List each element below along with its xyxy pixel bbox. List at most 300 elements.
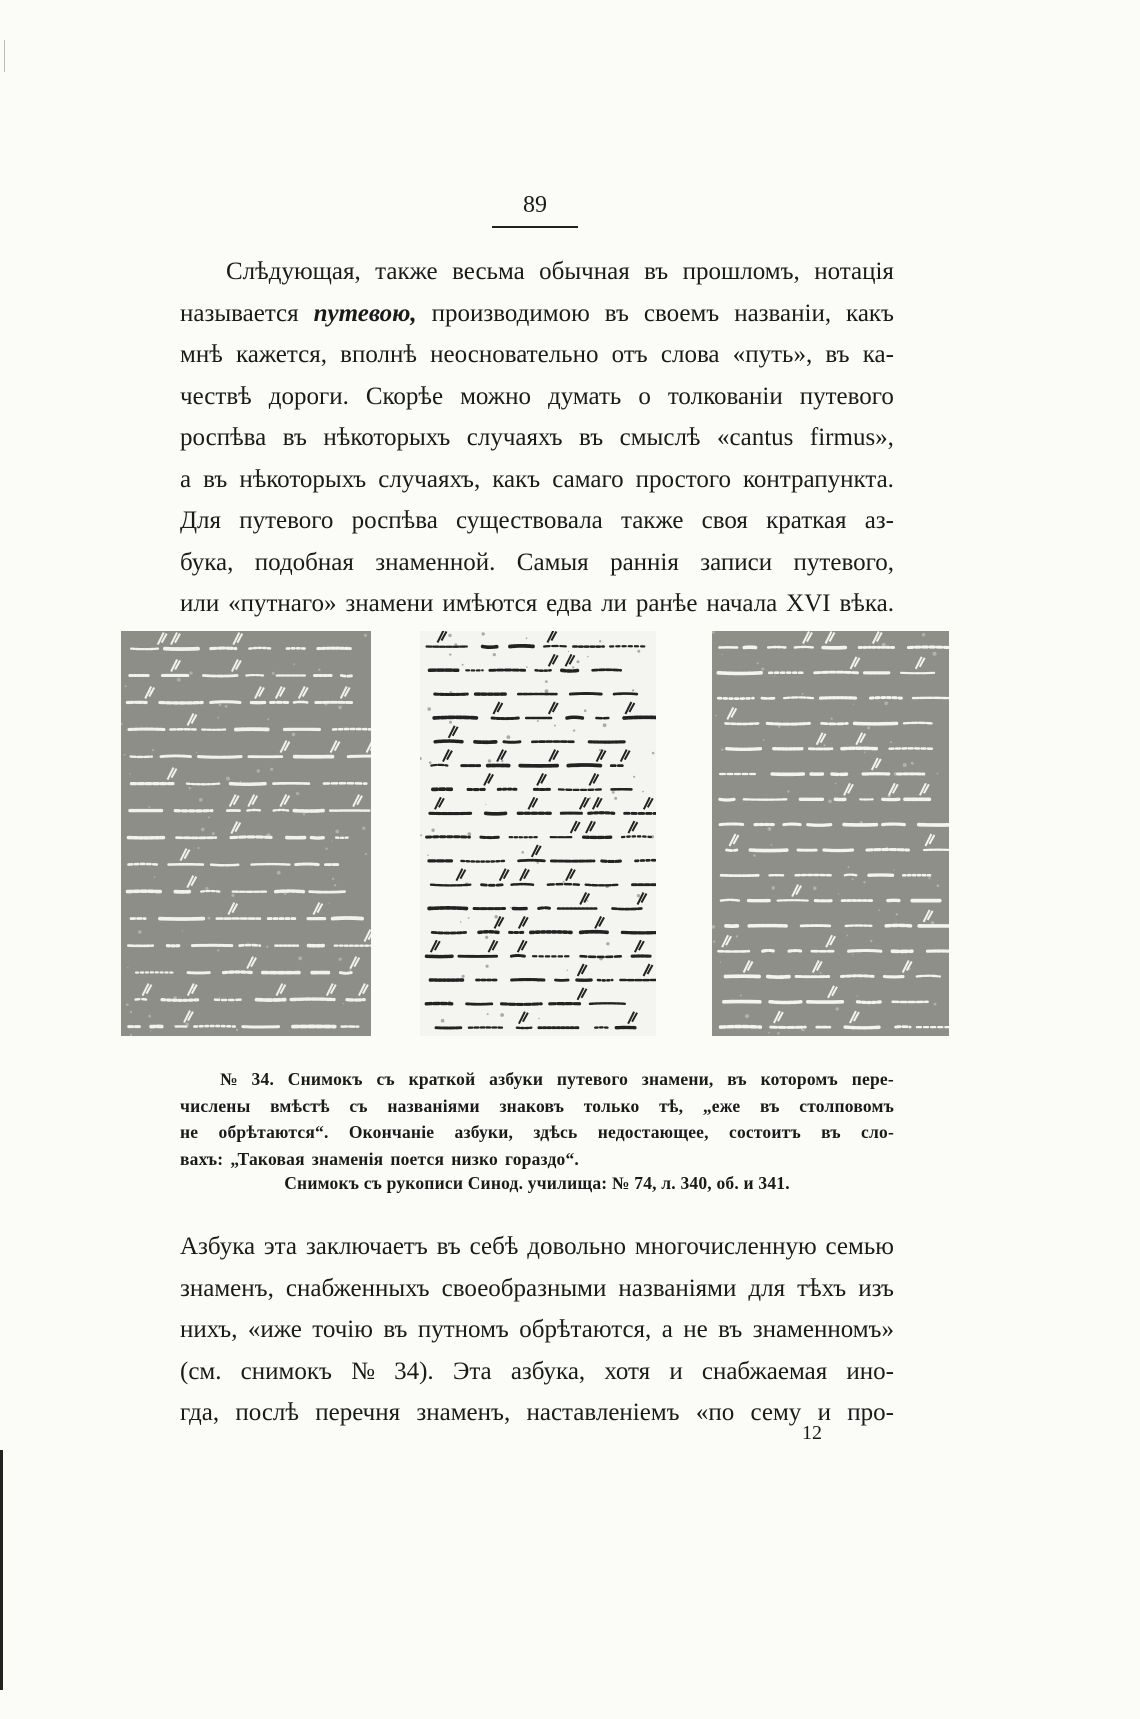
paper-speck [487,1013,489,1015]
paper-speck [768,1032,770,1034]
paper-speck [896,913,898,915]
word: своеобразными [441,1274,607,1302]
neume-sign [248,795,257,807]
neume-sign [566,869,575,881]
paper-speck [893,869,894,870]
neume-sign [435,797,444,809]
handwritten-word [511,956,524,957]
page-number-rule [492,226,578,228]
word: снабженныхъ [285,1274,430,1302]
paragraph1-line [180,251,894,293]
word: чествѣ [180,382,252,410]
neume-sign [449,726,458,738]
paper-speck [903,763,907,767]
word: въ [436,1233,461,1260]
handwritten-word [548,884,579,885]
word: роспѣва [351,507,438,534]
paper-speck [189,787,191,789]
paper-speck [637,894,640,897]
paper-speck [365,853,367,855]
handwritten-word [727,850,737,851]
paper-speck [468,917,470,919]
paper-speck [420,757,422,760]
neume-sign [593,797,602,809]
paper-speck [554,725,556,727]
neume-sign [727,707,736,719]
neume-sign [644,964,653,976]
word: и [817,1399,831,1426]
handwritten-word [492,718,519,719]
neume-sign [621,750,630,762]
paper-speck [277,871,281,875]
paper-speck [455,643,458,646]
paper-speck [427,855,429,857]
handwritten-word [602,861,622,862]
paper-speck [599,640,601,642]
paper-speck [612,791,615,794]
paper-speck [745,1014,749,1018]
scan-edge-shadow [0,1450,3,1690]
paper-speck [637,650,640,653]
handwritten-word [849,951,881,952]
handwritten-word [883,824,905,825]
handwritten-word [131,649,158,650]
handwritten-word [845,875,857,876]
word: № [220,1069,238,1089]
neume-sign [924,910,933,922]
paper-speck [721,748,723,750]
handwritten-word [784,697,813,698]
word: тѣ, [659,1095,684,1116]
handwritten-word [570,694,601,695]
paper-speck [494,915,498,919]
neume-sign [497,750,506,762]
word: числены [180,1095,251,1116]
paper-speck [208,816,210,818]
paper-speck [937,884,940,887]
handwritten-word [815,672,858,673]
word: слова [660,341,720,368]
handwritten-word [431,885,470,886]
word: здѣсь [533,1122,578,1142]
paper-speck [293,663,295,665]
handwritten-word [917,976,940,977]
word: состоитъ [728,1122,801,1142]
handwritten-word [194,1026,234,1027]
word: краткой [408,1069,476,1089]
handwritten-word [726,723,759,724]
neume-sign [364,930,371,942]
word: обычная [539,258,630,285]
word: названіями [387,1095,480,1116]
handwritten-word [768,977,790,978]
handwritten-word [435,741,463,742]
word: вмѣстѣ [270,1095,330,1116]
paper-speck [835,783,837,785]
neume-sign [327,984,336,996]
paper-speck [296,792,299,795]
handwritten-word [333,729,371,730]
word: знаменія [311,1148,384,1169]
word: своемъ [643,299,720,327]
word: вполнѣ [340,341,417,368]
paper-speck [441,1019,445,1023]
paper-speck [208,917,211,920]
handwritten-word [562,670,579,671]
neume-sign [367,741,372,753]
paper-speck [652,752,655,755]
paper-speck [500,1013,504,1017]
handwritten-word [240,945,260,946]
handwritten-word [568,765,600,766]
word: едва [546,590,593,617]
paper-speck [870,940,872,942]
word: наставленіемъ [526,1399,680,1426]
paper-speck [567,970,568,971]
word: самаго [552,465,624,493]
paper-speck [219,704,222,707]
word: снимокъ [240,1357,332,1385]
handwritten-word [871,698,902,699]
neume-sign [341,687,350,699]
word: названіями [618,1274,737,1302]
handwritten-word [231,837,274,838]
paper-speck [427,707,431,711]
handwritten-word [822,723,848,724]
paper-speck [231,894,234,897]
word: вахъ: [180,1148,224,1169]
paper-speck [922,633,925,636]
handwritten-word [721,900,739,901]
paper-speck [537,720,539,722]
word: точію [312,1316,373,1343]
handwritten-word [858,1002,882,1003]
word: «путнаго» [228,590,337,617]
neume-sign [580,797,589,809]
word: изъ [858,1274,894,1302]
paper-speck [486,965,489,968]
word: обрѣтаются, [519,1316,652,1343]
neume-sign [580,893,589,905]
word: обрѣтаются“. [218,1122,329,1142]
paper-speck [126,1003,129,1006]
paragraph-2 [180,1226,894,1434]
neume-sign [276,984,285,996]
neume-sign [276,687,285,699]
neume-sign [456,869,465,881]
word: довольно [527,1233,627,1260]
handwritten-word [720,799,734,800]
paper-speck [928,877,930,879]
word: прошломъ, [682,258,800,285]
word: о [638,382,651,410]
handwritten-word [845,1027,881,1028]
paper-speck [761,668,764,671]
handwritten-word [296,864,319,865]
paper-speck [521,851,524,854]
paper-speck [864,751,866,753]
neume-sign [520,869,529,881]
word: имѣются [442,590,538,617]
word: толкованіи [667,382,783,410]
neume-sign [578,988,587,1000]
neume-sign [532,845,541,857]
paper-speck [633,776,635,778]
word: называется [180,299,299,327]
word: послѣ [235,1399,299,1426]
word: сло- [861,1122,894,1142]
handwritten-word [559,789,602,790]
paper-speck [485,936,488,939]
word: эта [263,1233,297,1260]
word: семью [825,1233,894,1260]
word: неосновательно [430,341,599,368]
neume-sign [493,702,502,714]
word: въ [644,258,669,285]
handwritten-word [224,972,253,973]
paper-speck [584,709,587,712]
paper-speck [270,768,273,771]
paper-speck [526,666,528,668]
word: себѣ [469,1233,519,1260]
word: „Таковая [230,1148,305,1169]
paper-speck [878,909,880,911]
word: которомъ [760,1069,838,1089]
paper-speck [587,656,589,658]
word: кажется, [235,341,327,368]
paper-speck [325,848,327,850]
paper-speck [199,798,203,802]
paper-speck [852,954,853,955]
handwritten-word [718,673,761,674]
paper-speck [331,840,332,841]
word: какъ [846,299,894,327]
neume-sign [350,957,359,969]
paper-speck [831,718,833,720]
neume-sign [231,822,240,834]
handwritten-word [581,932,609,933]
paper-speck [545,680,548,683]
paper-speck [303,813,305,815]
word: случаяхъ, [378,465,481,493]
paper-speck [219,997,221,999]
word: съ [376,1069,395,1089]
word: гораздо“. [505,1148,579,1169]
neume-sign [903,961,912,973]
paper-speck [712,631,715,634]
paragraph1-line [180,500,894,542]
handwritten-word [249,648,271,649]
paper-speck [740,995,742,997]
paper-speck [124,754,126,756]
handwritten-word [636,860,657,861]
word: также [620,507,684,534]
handwritten-word [203,676,237,677]
handwritten-word [824,850,853,851]
paragraph1-line [180,459,894,501]
word: роспѣва [180,424,267,451]
paper-speck [431,829,434,832]
neume-sign [828,986,837,998]
paper-speck [772,886,775,889]
word: въ [203,465,228,493]
paper-speck [568,651,569,652]
paper-speck [573,729,575,731]
neume-sign [547,631,556,643]
paper-speck [937,773,939,775]
word: Эта [452,1357,492,1385]
handwritten-word [896,1027,911,1028]
neume-sign [143,984,152,996]
word: или [180,590,220,617]
paragraph1-line [180,417,894,459]
paper-speck [225,705,228,708]
word: знамени [345,590,434,617]
word: знаменъ, [180,1274,274,1302]
word: снабжаемая [701,1357,828,1385]
paper-speck [130,1034,132,1036]
paper-speck [121,723,123,725]
neume-sign [566,654,575,666]
word: (см. [180,1357,222,1385]
neume-sign [589,773,598,785]
paragraph2-line [180,1309,894,1351]
word: знаменномъ» [752,1316,894,1343]
neume-sign [549,702,558,714]
handwritten-word [613,909,642,910]
handwritten-word [567,717,582,718]
word: можно [460,382,531,410]
word: а [180,465,192,493]
handwritten-word [431,765,447,766]
paper-speck [632,689,634,691]
handwritten-word [211,648,236,649]
paper-speck [335,830,339,834]
word: сему [750,1399,802,1426]
word: также [375,258,438,285]
handwritten-word [720,824,744,825]
word: ино- [846,1357,894,1385]
neume-sign [188,714,197,726]
handwritten-word [589,813,614,814]
paper-speck [848,866,850,868]
paragraph1-line [180,293,894,335]
handwritten-word [531,932,571,933]
paper-speck [642,791,644,793]
paper-speck [334,884,336,886]
neume-sign [817,733,826,745]
paper-speck [205,887,208,890]
handwritten-word [129,864,158,865]
paper-speck [931,921,934,924]
word: перечня [315,1399,401,1426]
paper-speck [449,721,452,724]
paper-speck [267,718,269,720]
word: поется [390,1148,445,1169]
manuscript-facsimile-right-drawing [712,631,949,1036]
word: въ [821,1122,841,1142]
handwritten-word [434,717,478,718]
handwritten-word [544,646,567,647]
neume-sign [744,961,753,973]
paper-speck [298,957,302,961]
paper-speck [501,760,503,762]
paper-speck [778,726,780,728]
word: въ [825,341,850,368]
paper-speck [362,827,365,830]
handwritten-word [252,864,290,865]
handwritten-word [795,647,814,648]
handwritten-word [502,1004,542,1005]
paper-speck [599,749,601,751]
paragraph2-line [180,1351,894,1393]
paper-speck [129,773,130,774]
handwritten-word [718,698,753,699]
word: азбуки, [454,1122,514,1142]
handwritten-word [770,1002,801,1003]
neume-sign [230,795,239,807]
word: Окончаніе [348,1122,435,1142]
neume-sign [826,632,835,644]
paper-speck [836,1007,839,1010]
word: XVI [786,590,831,617]
paper-speck [777,1032,780,1035]
neume-sign [500,869,509,881]
handwritten-word [274,810,288,811]
paper-speck [154,876,156,878]
neume-sign [578,964,587,976]
neume-sign [872,758,881,770]
paper-speck [847,935,849,937]
word: «по [695,1399,735,1426]
handwritten-word [187,784,219,785]
neume-sign [528,797,537,809]
paper-speck [538,1018,540,1020]
word: начала [706,590,778,617]
word: а [661,1316,673,1343]
caption-line [180,1119,894,1146]
figure-source-line: Снимокъ съ рукописи Синод. училища: № 74, л. 340, об. и 341. [284,1173,790,1193]
word: аз- [864,507,894,534]
paper-speck [467,832,471,836]
neume-sign [431,940,440,952]
neume-sign [171,660,180,672]
neume-sign [171,633,180,645]
paper-speck [510,907,512,909]
paper-speck [493,653,496,656]
figure-caption [180,1066,894,1172]
paper-speck [182,930,183,931]
paper-speck [488,759,491,762]
neume-sign [595,916,604,928]
paper-speck [462,975,465,978]
paper-speck [449,653,451,655]
handwritten-word [622,836,652,837]
neume-sign [299,687,308,699]
neume-sign [730,834,739,846]
word: подобная [254,548,354,576]
paper-speck [563,881,565,883]
neume-sign [188,984,197,996]
paper-speck [857,995,858,996]
handwritten-word [479,932,498,933]
manuscript-facsimile-right [712,631,949,1036]
neume-sign [233,633,242,645]
handwritten-word [784,824,800,825]
manuscript-facsimile-middle [420,631,656,1036]
neume-sign [635,940,644,952]
neume-sign [628,821,637,833]
